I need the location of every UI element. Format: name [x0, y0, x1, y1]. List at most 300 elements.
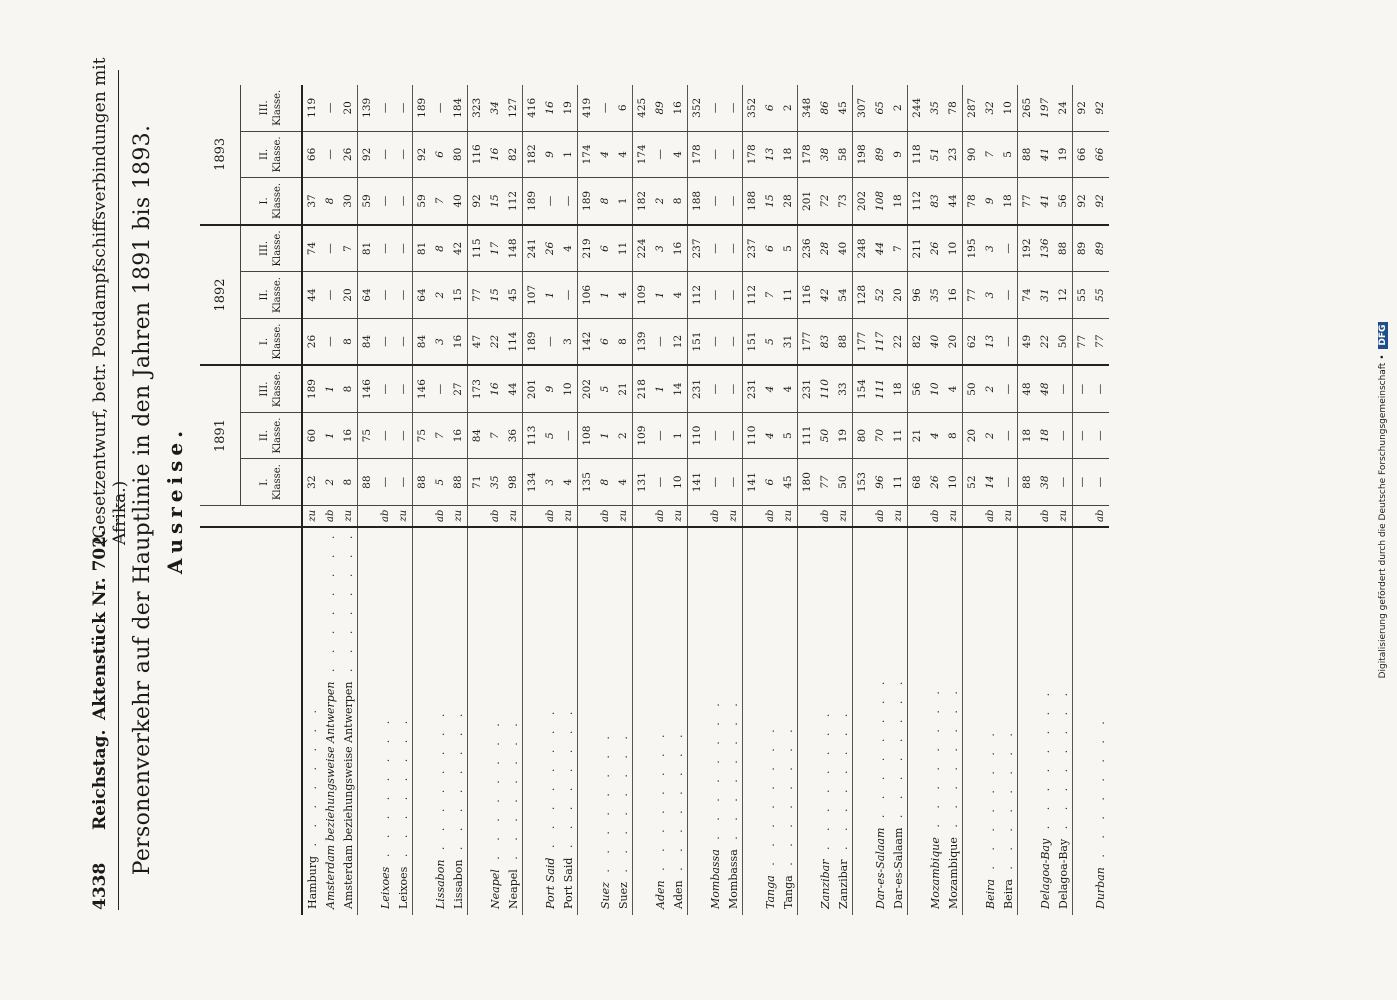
value-cell: 52 — [963, 459, 982, 506]
table-row — [963, 85, 982, 915]
value-cell: 18 — [779, 131, 798, 178]
value-cell: 88 — [358, 459, 377, 506]
place-name: Lissabon — [433, 859, 447, 909]
value-cell: 86 — [816, 85, 834, 131]
value-cell: 211 — [908, 225, 927, 272]
table-row — [394, 85, 413, 915]
value-cell: — — [999, 225, 1018, 272]
value-cell: 174 — [633, 131, 652, 178]
value-cell: 182 — [523, 131, 542, 178]
leader-dots: . . . . . . . . — [983, 727, 997, 880]
value-cell: 26 — [302, 318, 321, 365]
place-cell — [413, 527, 432, 915]
page-subtitle: Ausreise. — [163, 425, 187, 575]
value-cell: — — [376, 459, 394, 506]
value-cell: — — [706, 85, 724, 131]
value-cell: 4 — [779, 365, 798, 412]
place-name: Mombassa — [726, 849, 740, 909]
value-cell: 135 — [578, 459, 597, 506]
value-cell: — — [1091, 459, 1109, 506]
direction-cell: zu — [672, 509, 684, 522]
value-cell: 8 — [321, 178, 339, 225]
table-row — [596, 85, 614, 915]
klasse-header-2-0: I. Klasse. — [241, 178, 303, 225]
value-cell: 56 — [1054, 178, 1073, 225]
place-name: Neapel — [506, 869, 520, 909]
value-cell: 6 — [761, 85, 779, 131]
value-cell: 110 — [688, 412, 707, 459]
table-row — [981, 85, 999, 915]
direction-cell: ab — [984, 509, 996, 522]
direction-cell — [633, 505, 652, 526]
place-cell — [944, 527, 963, 915]
value-cell: 13 — [761, 131, 779, 178]
value-cell: 352 — [688, 85, 707, 131]
place-name: Aden — [653, 880, 667, 909]
table-body — [302, 85, 1109, 915]
table-row — [706, 85, 724, 915]
value-cell: 82 — [504, 131, 523, 178]
value-cell: 26 — [541, 225, 559, 272]
value-cell: 48 — [1036, 365, 1054, 412]
value-cell: 348 — [798, 85, 817, 131]
value-cell: 45 — [834, 85, 853, 131]
value-cell: 92 — [358, 131, 377, 178]
value-cell: 12 — [1054, 272, 1073, 319]
place-cell — [302, 527, 321, 915]
value-cell: 1 — [321, 365, 339, 412]
value-cell: 84 — [413, 318, 432, 365]
value-cell: — — [1054, 412, 1073, 459]
value-cell: 4 — [761, 365, 779, 412]
value-cell: 202 — [853, 178, 872, 225]
value-cell: 16 — [541, 85, 559, 131]
value-cell: 37 — [302, 178, 321, 225]
leader-dots: . . . . . . . . — [781, 723, 795, 876]
value-cell: — — [321, 131, 339, 178]
leader-dots: . . . . . . . . — [341, 529, 355, 682]
value-cell: 112 — [688, 272, 707, 319]
value-cell: 35 — [926, 85, 944, 131]
value-cell: — — [724, 272, 743, 319]
value-cell: 323 — [468, 85, 487, 131]
value-cell: 112 — [743, 272, 762, 319]
value-cell: 3 — [541, 459, 559, 506]
value-cell: 192 — [1018, 225, 1037, 272]
value-cell: — — [431, 85, 449, 131]
value-cell: — — [431, 365, 449, 412]
year-1892: 1892 — [200, 225, 241, 366]
klasse-header-2-2: III. Klasse. — [241, 85, 303, 131]
value-cell: 77 — [1073, 318, 1092, 365]
leader-dots: . . . . . . . . — [543, 705, 557, 858]
place-cell — [1018, 527, 1037, 915]
value-cell: 419 — [578, 85, 597, 131]
direction-cell: ab — [654, 509, 666, 522]
leader-dots: . . . . . . . . — [946, 685, 960, 838]
value-cell: — — [724, 85, 743, 131]
value-cell: 237 — [688, 225, 707, 272]
value-cell: 77 — [1091, 318, 1109, 365]
value-cell: 45 — [779, 459, 798, 506]
leader-dots: . . . . . . . . — [1056, 686, 1070, 839]
value-cell: 219 — [578, 225, 597, 272]
value-cell: 151 — [688, 318, 707, 365]
value-cell: 96 — [908, 272, 927, 319]
value-cell: 7 — [431, 412, 449, 459]
value-cell: 4 — [669, 131, 688, 178]
value-cell: 1 — [651, 365, 669, 412]
value-cell: — — [724, 365, 743, 412]
table-row — [688, 85, 707, 915]
value-cell: 66 — [1091, 131, 1109, 178]
value-cell: 20 — [889, 272, 908, 319]
place-cell — [669, 527, 688, 915]
value-cell: 15 — [486, 272, 504, 319]
value-cell: 106 — [578, 272, 597, 319]
value-cell: 7 — [339, 225, 358, 272]
place-cell — [743, 527, 762, 915]
direction-cell — [1018, 505, 1037, 526]
place-cell — [1073, 527, 1092, 915]
place-cell — [1054, 527, 1073, 915]
value-cell: 80 — [449, 131, 468, 178]
value-cell: 248 — [853, 225, 872, 272]
value-cell: 6 — [596, 318, 614, 365]
value-cell: 19 — [1054, 131, 1073, 178]
value-cell: 75 — [413, 412, 432, 459]
value-cell: 4 — [559, 459, 578, 506]
table-row — [853, 85, 872, 915]
value-cell: 73 — [834, 178, 853, 225]
value-cell: 236 — [798, 225, 817, 272]
table-row — [1091, 85, 1109, 915]
value-cell: 77 — [816, 459, 834, 506]
value-cell: 195 — [963, 225, 982, 272]
dir-header — [200, 505, 302, 526]
place-cell — [523, 527, 542, 915]
leader-dots: . . . . . . . . — [1001, 727, 1015, 880]
value-cell: 148 — [504, 225, 523, 272]
direction-cell: zu — [507, 509, 519, 522]
place-cell — [798, 527, 817, 915]
value-cell: 128 — [853, 272, 872, 319]
value-cell: — — [394, 318, 413, 365]
value-cell: 52 — [871, 272, 889, 319]
place-name: Leixoes — [378, 866, 392, 909]
place-name: Beira — [1001, 879, 1015, 909]
direction-cell: zu — [617, 509, 629, 522]
value-cell: 5 — [431, 459, 449, 506]
place-name: Zanzibar — [836, 859, 850, 909]
value-cell: 9 — [889, 131, 908, 178]
direction-cell — [743, 505, 762, 526]
value-cell: 92 — [1091, 178, 1109, 225]
value-cell: 178 — [688, 131, 707, 178]
place-name: Dar-es-Salaam — [891, 827, 905, 909]
value-cell: 116 — [798, 272, 817, 319]
place-name: Mozambique — [928, 837, 942, 909]
place-cell — [999, 527, 1018, 915]
value-cell: — — [559, 272, 578, 319]
value-cell: 7 — [431, 178, 449, 225]
value-cell: 44 — [504, 365, 523, 412]
direction-cell: ab — [379, 509, 391, 522]
direction-cell: zu — [947, 509, 959, 522]
value-cell: — — [1054, 365, 1073, 412]
value-cell: 2 — [614, 412, 633, 459]
value-cell: — — [706, 459, 724, 506]
place-name: Durban — [1093, 867, 1107, 909]
value-cell: 18 — [1018, 412, 1037, 459]
place-cell — [321, 527, 339, 915]
value-cell: — — [321, 272, 339, 319]
value-cell: 72 — [816, 178, 834, 225]
value-cell: — — [376, 412, 394, 459]
value-cell: 35 — [486, 459, 504, 506]
value-cell: 8 — [339, 459, 358, 506]
value-cell: 141 — [688, 459, 707, 506]
leader-dots: . . . . . . . . — [506, 717, 520, 870]
value-cell: 184 — [449, 85, 468, 131]
direction-cell — [523, 505, 542, 526]
value-cell: 6 — [761, 225, 779, 272]
value-cell: 89 — [1073, 225, 1092, 272]
value-cell: 154 — [853, 365, 872, 412]
value-cell: 6 — [614, 85, 633, 131]
value-cell: 1 — [559, 131, 578, 178]
value-cell: — — [724, 412, 743, 459]
value-cell: — — [394, 225, 413, 272]
page-header — [82, 50, 130, 910]
place-cell — [724, 527, 743, 915]
value-cell: — — [1073, 365, 1092, 412]
value-cell: 44 — [871, 225, 889, 272]
reichstag-label: Reichstag. — [90, 729, 110, 830]
value-cell: 1 — [596, 412, 614, 459]
digitization-note — [1378, 40, 1388, 960]
value-cell: 92 — [1091, 85, 1109, 131]
value-cell: 4 — [596, 131, 614, 178]
place-cell — [504, 527, 523, 915]
value-cell: 4 — [944, 365, 963, 412]
value-cell: 19 — [559, 85, 578, 131]
value-cell: — — [999, 272, 1018, 319]
direction-cell — [413, 505, 432, 526]
value-cell: 8 — [944, 412, 963, 459]
value-cell: 96 — [871, 459, 889, 506]
value-cell: 1 — [541, 272, 559, 319]
value-cell: 74 — [302, 225, 321, 272]
value-cell: — — [706, 225, 724, 272]
value-cell: 1 — [321, 412, 339, 459]
value-cell: 5 — [541, 412, 559, 459]
value-cell: 64 — [413, 272, 432, 319]
value-cell: 4 — [614, 131, 633, 178]
table-row — [1018, 85, 1037, 915]
value-cell: — — [724, 318, 743, 365]
value-cell: 241 — [523, 225, 542, 272]
value-cell: — — [394, 178, 413, 225]
value-cell: 1 — [596, 272, 614, 319]
value-cell: 18 — [1036, 412, 1054, 459]
value-cell: 231 — [743, 365, 762, 412]
value-cell: 136 — [1036, 225, 1054, 272]
table-row — [559, 85, 578, 915]
value-cell: 173 — [468, 365, 487, 412]
value-cell: — — [376, 318, 394, 365]
value-cell: 5 — [761, 318, 779, 365]
table-row — [614, 85, 633, 915]
value-cell: 55 — [1073, 272, 1092, 319]
value-cell: — — [559, 412, 578, 459]
value-cell: 4 — [761, 412, 779, 459]
place-cell — [449, 527, 468, 915]
value-cell: 50 — [963, 365, 982, 412]
value-cell: 16 — [449, 318, 468, 365]
place-cell — [889, 527, 908, 915]
value-cell: 189 — [413, 85, 432, 131]
table-row — [633, 85, 652, 915]
direction-cell: ab — [544, 509, 556, 522]
leader-dots: . . . . . . . . — [891, 675, 905, 828]
value-cell: 109 — [633, 412, 652, 459]
value-cell: 1 — [669, 412, 688, 459]
value-cell: 38 — [816, 131, 834, 178]
value-cell: — — [1073, 412, 1092, 459]
direction-cell: zu — [306, 509, 318, 522]
place-cell — [633, 527, 652, 915]
direction-cell — [688, 505, 707, 526]
value-cell: 19 — [834, 412, 853, 459]
value-cell: 9 — [541, 131, 559, 178]
value-cell: — — [706, 365, 724, 412]
value-cell: 66 — [302, 131, 321, 178]
value-cell: 98 — [504, 459, 523, 506]
value-cell: 189 — [578, 178, 597, 225]
value-cell: 7 — [761, 272, 779, 319]
value-cell: — — [724, 459, 743, 506]
direction-cell — [468, 505, 487, 526]
place-cell — [981, 527, 999, 915]
value-cell: 58 — [834, 131, 853, 178]
value-cell: 12 — [669, 318, 688, 365]
table-row — [798, 85, 817, 915]
value-cell: 153 — [853, 459, 872, 506]
value-cell: — — [394, 131, 413, 178]
value-cell: 178 — [798, 131, 817, 178]
value-cell: 141 — [743, 459, 762, 506]
table-row — [743, 85, 762, 915]
value-cell: — — [394, 459, 413, 506]
direction-cell: zu — [562, 509, 574, 522]
value-cell: 7 — [981, 131, 999, 178]
value-cell: 201 — [523, 365, 542, 412]
place-cell — [963, 527, 982, 915]
value-cell: — — [376, 85, 394, 131]
klasse-header-1-1: II. Klasse. — [241, 272, 303, 319]
value-cell: 16 — [669, 85, 688, 131]
value-cell: 10 — [559, 365, 578, 412]
value-cell: 31 — [779, 318, 798, 365]
place-cell — [578, 527, 597, 915]
value-cell: 89 — [651, 85, 669, 131]
passenger-table — [200, 85, 1109, 915]
value-cell: — — [559, 178, 578, 225]
value-cell: 59 — [358, 178, 377, 225]
direction-cell — [853, 505, 872, 526]
value-cell: 83 — [926, 178, 944, 225]
leader-dots: . . . . . . . . — [763, 723, 777, 876]
value-cell: 26 — [926, 459, 944, 506]
value-cell: — — [1091, 412, 1109, 459]
value-cell: 36 — [504, 412, 523, 459]
value-cell: 35 — [926, 272, 944, 319]
value-cell: 114 — [504, 318, 523, 365]
value-cell: 425 — [633, 85, 652, 131]
leader-dots: . . . . . . . . — [708, 697, 722, 850]
direction-cell: ab — [324, 509, 336, 522]
place-name: Delagoa-Bay — [1056, 838, 1070, 909]
value-cell: 8 — [339, 318, 358, 365]
place-cell — [1036, 527, 1054, 915]
value-cell: — — [651, 131, 669, 178]
value-cell: 1 — [651, 272, 669, 319]
place-cell — [706, 527, 724, 915]
value-cell: 134 — [523, 459, 542, 506]
value-cell: 11 — [614, 225, 633, 272]
value-cell: — — [541, 178, 559, 225]
value-cell: 117 — [871, 318, 889, 365]
leader-dots: . . . . . . . . — [488, 717, 502, 870]
value-cell: 48 — [1018, 365, 1037, 412]
direction-cell: zu — [342, 509, 354, 522]
direction-cell — [908, 505, 927, 526]
value-cell: 3 — [981, 272, 999, 319]
value-cell: 88 — [1018, 131, 1037, 178]
direction-cell: ab — [874, 509, 886, 522]
table-row — [431, 85, 449, 915]
place-cell — [688, 527, 707, 915]
value-cell: 16 — [339, 412, 358, 459]
value-cell: 26 — [926, 225, 944, 272]
value-cell: 17 — [486, 225, 504, 272]
value-cell: 89 — [1091, 225, 1109, 272]
value-cell: 15 — [449, 272, 468, 319]
klasse-header-0-1: II. Klasse. — [241, 412, 303, 459]
leader-dots: . . . . . . . . — [836, 707, 850, 860]
value-cell: 146 — [413, 365, 432, 412]
value-cell: — — [596, 85, 614, 131]
value-cell: 2 — [981, 365, 999, 412]
value-cell: 23 — [944, 131, 963, 178]
value-cell: 38 — [1036, 459, 1054, 506]
value-cell: 28 — [816, 225, 834, 272]
value-cell: — — [999, 365, 1018, 412]
value-cell: 88 — [413, 459, 432, 506]
leader-dots: . . . . . . . . — [818, 707, 832, 860]
value-cell: — — [321, 318, 339, 365]
place-name: Port Said — [543, 857, 557, 909]
place-name: Neapel — [488, 869, 502, 909]
value-cell: 10 — [999, 85, 1018, 131]
klasse-header-1-2: III. Klasse. — [241, 225, 303, 272]
table-row — [889, 85, 908, 915]
value-cell: 189 — [523, 178, 542, 225]
value-cell: 54 — [834, 272, 853, 319]
value-cell: 42 — [816, 272, 834, 319]
value-cell: 127 — [504, 85, 523, 131]
